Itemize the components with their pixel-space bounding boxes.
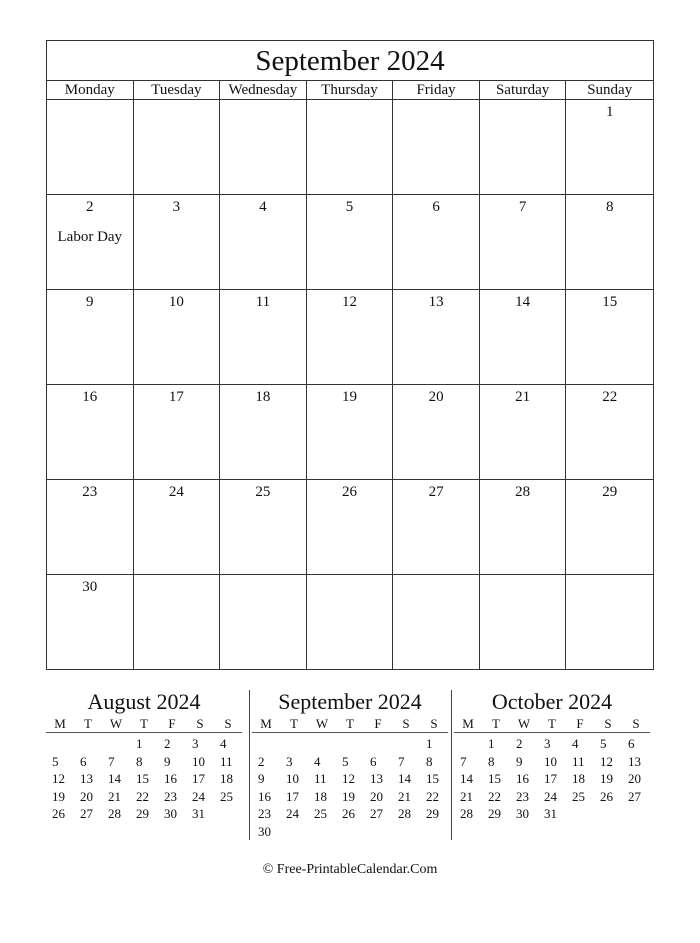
- mini-day-number: [364, 823, 392, 841]
- day-number: 29: [602, 484, 618, 500]
- day-cell: [393, 290, 480, 385]
- day-cell: [220, 385, 307, 480]
- mini-day-number: [420, 823, 448, 841]
- mini-day-number: 30: [258, 823, 271, 839]
- day-number: [220, 100, 306, 102]
- mini-day-number: 5: [600, 736, 607, 751]
- mini-day-number: 28: [398, 806, 411, 821]
- mini-day-number: 27: [80, 806, 93, 821]
- weekday-label: Tuesday: [134, 81, 221, 99]
- mini-day-number: 30: [164, 806, 177, 821]
- mini-day-number: 11: [314, 771, 327, 786]
- mini-day-number: [280, 823, 308, 841]
- day-number: [480, 575, 566, 577]
- mini-day-number: 10: [286, 771, 299, 786]
- weekday-header-row: [47, 81, 653, 100]
- day-cell: [47, 100, 134, 195]
- mini-day-number: 26: [600, 788, 613, 804]
- mini-day-number: 23: [516, 788, 529, 804]
- mini-day-number: 6: [628, 736, 635, 751]
- mini-day-number: 25: [572, 788, 585, 804]
- mini-day-number: 30: [516, 806, 529, 821]
- mini-day-number: 1: [426, 736, 433, 751]
- mini-divider: [249, 690, 250, 840]
- mini-day-number: 12: [52, 771, 65, 786]
- mini-day-number: 1: [488, 736, 495, 751]
- day-cell: [220, 575, 307, 670]
- mini-calendars: [46, 688, 654, 840]
- day-cell: [393, 480, 480, 575]
- day-cell: [480, 480, 567, 575]
- mini-day-number: [594, 805, 622, 823]
- day-number: 3: [172, 199, 181, 215]
- mini-day-number: 2: [258, 753, 265, 769]
- day-cell: [307, 480, 394, 575]
- mini-day-number: 17: [544, 771, 557, 786]
- mini-day-number: 29: [136, 806, 149, 821]
- day-number: [307, 100, 393, 102]
- mini-day-number: 5: [342, 753, 349, 769]
- day-number: [134, 100, 220, 102]
- day-number: 23: [82, 484, 98, 500]
- mini-day-number: 14: [460, 771, 473, 786]
- mini-day-number: 2: [516, 736, 523, 751]
- mini-day-number: 3: [286, 753, 293, 769]
- day-cell: [566, 100, 653, 195]
- weekday-label: Monday: [47, 81, 134, 99]
- day-number: 22: [602, 389, 618, 405]
- day-cell: [47, 480, 134, 575]
- mini-day-number: 7: [460, 753, 467, 769]
- mini-weekday-row: [252, 716, 448, 733]
- mini-day-number: 9: [258, 771, 265, 786]
- day-cell: [307, 100, 394, 195]
- day-cell: [220, 100, 307, 195]
- day-number: 5: [345, 199, 354, 215]
- mini-day-number: [74, 735, 102, 753]
- day-cell: [307, 385, 394, 480]
- weekday-label: Friday: [393, 81, 480, 99]
- day-number: [220, 575, 306, 577]
- mini-day-number: 21: [460, 788, 473, 804]
- mini-weekday-label: T: [140, 716, 148, 731]
- day-number: [393, 575, 479, 577]
- mini-day-number: 13: [370, 771, 383, 786]
- mini-day-number: 26: [52, 806, 65, 821]
- mini-day-number: [214, 805, 242, 823]
- mini-day-number: 20: [370, 788, 383, 804]
- day-number: 25: [255, 484, 271, 500]
- day-number: 8: [605, 199, 614, 215]
- mini-day-number: 8: [426, 753, 433, 769]
- mini-day-number: 13: [80, 771, 93, 786]
- mini-calendar-title: August 2024: [87, 689, 201, 714]
- mini-weekday-label: T: [290, 716, 298, 731]
- mini-weekday-label: W: [517, 716, 531, 731]
- day-cell: [47, 575, 134, 670]
- mini-day-number: 22: [136, 788, 149, 804]
- day-cell: [220, 480, 307, 575]
- mini-day-number: 23: [258, 806, 271, 821]
- mini-day-number: [336, 823, 364, 841]
- day-cell: [134, 100, 221, 195]
- mini-day-number: 16: [516, 771, 529, 786]
- mini-calendar-title: September 2024: [278, 689, 422, 714]
- mini-day-number: 4: [572, 736, 579, 751]
- mini-day-number: 12: [600, 753, 613, 769]
- mini-weekday-label: M: [462, 716, 474, 731]
- day-number: 15: [602, 294, 618, 310]
- day-number: 30: [82, 579, 98, 595]
- day-cell: [307, 290, 394, 385]
- mini-day-number: 26: [342, 806, 355, 821]
- day-cell: [47, 195, 134, 290]
- day-cell: [393, 195, 480, 290]
- day-number: [480, 100, 566, 102]
- mini-weekday-label: M: [260, 716, 272, 731]
- mini-divider: [451, 690, 452, 840]
- mini-weekday-label: F: [168, 716, 176, 731]
- day-cell: [480, 575, 567, 670]
- day-number: 27: [428, 484, 444, 500]
- mini-calendar-next: [454, 688, 650, 823]
- day-number: 9: [86, 294, 94, 310]
- day-number: 10: [168, 294, 184, 310]
- mini-day-number: [252, 735, 280, 753]
- mini-day-number: 31: [192, 806, 205, 821]
- mini-weekday-label: F: [374, 716, 382, 731]
- mini-day-number: 12: [342, 771, 355, 786]
- mini-weekday-label: T: [492, 716, 500, 731]
- holiday-label: Labor Day: [57, 229, 123, 245]
- day-cell: [480, 385, 567, 480]
- mini-day-number: [336, 735, 364, 753]
- main-calendar: [46, 40, 654, 670]
- weekday-label: Thursday: [307, 81, 394, 99]
- mini-day-number: 2: [164, 736, 171, 751]
- mini-day-number: [308, 823, 336, 841]
- day-cell: [566, 195, 653, 290]
- day-number: 16: [82, 389, 98, 405]
- mini-day-number: [102, 735, 130, 753]
- mini-calendar-title: October 2024: [491, 689, 613, 714]
- mini-day-number: 29: [426, 806, 439, 821]
- mini-day-number: 31: [544, 806, 557, 821]
- weekday-label: Sunday: [587, 82, 633, 98]
- day-number: 7: [518, 199, 527, 215]
- day-cell: [220, 290, 307, 385]
- day-cell: [393, 385, 480, 480]
- day-cell: [134, 575, 221, 670]
- mini-day-number: [392, 735, 420, 753]
- day-cell: [393, 575, 480, 670]
- mini-weekday-label: S: [430, 716, 438, 731]
- mini-day-number: [280, 735, 308, 753]
- mini-day-number: 24: [544, 788, 557, 804]
- mini-day-number: 4: [314, 753, 321, 769]
- mini-day-number: 7: [398, 753, 405, 769]
- mini-weekday-row: [454, 716, 650, 733]
- day-number: 28: [515, 484, 531, 500]
- mini-day-number: 16: [164, 771, 177, 786]
- day-number: 2: [86, 199, 94, 215]
- mini-day-number: 9: [516, 753, 523, 769]
- weekday-label: Saturday: [480, 81, 567, 99]
- day-cell: [393, 100, 480, 195]
- day-cell: [47, 385, 134, 480]
- day-number: 12: [341, 294, 357, 310]
- mini-day-number: 17: [286, 788, 299, 804]
- day-number: 17: [168, 389, 184, 405]
- main-calendar-title: September 2024: [47, 41, 653, 81]
- mini-weekday-label: T: [84, 716, 92, 731]
- mini-day-number: [454, 735, 482, 753]
- mini-day-number: [364, 735, 392, 753]
- mini-day-number: 27: [370, 806, 383, 821]
- mini-calendar-prev: [46, 688, 242, 823]
- day-number: 6: [432, 199, 440, 215]
- day-number: [47, 100, 133, 102]
- day-number: 4: [259, 199, 267, 215]
- mini-day-number: 22: [426, 788, 439, 804]
- mini-day-number: 14: [398, 771, 411, 786]
- day-number: [566, 575, 653, 577]
- mini-day-grid: [454, 733, 650, 823]
- mini-day-number: 22: [488, 788, 501, 804]
- mini-weekday-label: W: [315, 716, 329, 731]
- mini-day-number: 19: [600, 771, 613, 786]
- day-number: 21: [515, 389, 531, 405]
- day-cell: [134, 385, 221, 480]
- mini-day-number: 10: [192, 753, 205, 769]
- mini-day-number: 3: [192, 736, 199, 751]
- day-cell: [134, 290, 221, 385]
- mini-day-number: [46, 735, 74, 753]
- mini-day-number: 6: [370, 753, 377, 769]
- mini-day-number: 19: [52, 788, 65, 804]
- mini-day-number: 7: [108, 753, 115, 769]
- mini-day-number: 28: [460, 806, 473, 821]
- day-number: 13: [428, 294, 444, 310]
- day-cell: [566, 575, 653, 670]
- mini-day-number: 11: [220, 753, 233, 769]
- day-cell: [566, 385, 653, 480]
- mini-day-number: 5: [52, 753, 59, 769]
- mini-day-number: 9: [164, 753, 171, 769]
- mini-weekday-row: [46, 716, 242, 733]
- day-number: 14: [515, 294, 531, 310]
- mini-day-number: 1: [136, 736, 143, 751]
- mini-day-number: 18: [314, 788, 327, 804]
- day-cell: [307, 575, 394, 670]
- day-cell: [134, 480, 221, 575]
- day-cell: [220, 195, 307, 290]
- mini-weekday-label: M: [54, 716, 66, 731]
- mini-weekday-label: T: [548, 716, 556, 731]
- mini-weekday-label: S: [402, 716, 410, 731]
- mini-day-number: 15: [488, 771, 501, 786]
- mini-day-number: 27: [628, 788, 641, 804]
- mini-day-grid: [252, 733, 448, 840]
- mini-day-number: 15: [426, 771, 439, 786]
- mini-day-number: 8: [488, 753, 495, 769]
- mini-weekday-label: W: [109, 716, 123, 731]
- mini-day-number: 8: [136, 753, 143, 769]
- day-cell: [307, 195, 394, 290]
- mini-day-number: 3: [544, 736, 551, 751]
- mini-day-number: 14: [108, 771, 121, 786]
- mini-day-number: [308, 735, 336, 753]
- day-number: [134, 575, 220, 577]
- weekday-label: Wednesday: [220, 81, 307, 99]
- day-grid: [47, 100, 653, 670]
- mini-day-number: 24: [286, 806, 299, 821]
- mini-day-number: 21: [108, 788, 121, 804]
- day-number: 24: [168, 484, 184, 500]
- day-cell: [47, 290, 134, 385]
- mini-weekday-label: F: [576, 716, 584, 731]
- mini-day-number: 28: [108, 806, 121, 821]
- day-number: 1: [605, 104, 614, 120]
- day-number: [307, 575, 393, 577]
- day-cell: [566, 480, 653, 575]
- day-number: 18: [255, 389, 271, 405]
- mini-day-number: [566, 805, 594, 823]
- mini-day-number: 29: [488, 806, 501, 821]
- mini-weekday-label: S: [224, 716, 232, 731]
- day-cell: [134, 195, 221, 290]
- day-cell: [480, 290, 567, 385]
- mini-day-number: 24: [192, 788, 205, 804]
- mini-day-number: 21: [398, 788, 411, 804]
- day-cell: [480, 195, 567, 290]
- footer-copyright: © Free-PrintableCalendar.Com: [262, 862, 438, 877]
- day-number: [393, 100, 479, 102]
- mini-day-number: 25: [314, 806, 327, 821]
- mini-weekday-label: S: [196, 716, 204, 731]
- mini-weekday-label: S: [604, 716, 612, 731]
- day-cell: [566, 290, 653, 385]
- mini-calendar-current: [252, 688, 448, 840]
- mini-day-number: 18: [572, 771, 585, 786]
- mini-day-number: 15: [136, 771, 149, 786]
- day-number: 20: [428, 389, 444, 405]
- mini-day-number: 13: [628, 753, 641, 769]
- day-number: 11: [255, 294, 271, 310]
- mini-day-number: 20: [80, 788, 93, 804]
- mini-day-number: 17: [192, 771, 205, 786]
- mini-day-number: 6: [80, 753, 87, 769]
- mini-day-number: 16: [258, 788, 271, 804]
- mini-day-number: 18: [220, 771, 233, 786]
- mini-day-number: 11: [572, 753, 585, 769]
- mini-day-number: 25: [220, 788, 233, 804]
- mini-day-number: 23: [164, 788, 177, 804]
- mini-day-number: 20: [628, 771, 641, 786]
- day-number: 26: [341, 484, 357, 500]
- mini-day-number: 19: [342, 788, 355, 804]
- mini-day-number: 10: [544, 753, 557, 769]
- mini-weekday-label: S: [632, 716, 640, 731]
- mini-day-number: [622, 805, 650, 823]
- day-number: 19: [341, 389, 357, 405]
- mini-day-number: 4: [220, 736, 227, 751]
- mini-day-number: [392, 823, 420, 841]
- day-cell: [480, 100, 567, 195]
- mini-weekday-label: T: [346, 716, 354, 731]
- mini-day-grid: [46, 733, 242, 823]
